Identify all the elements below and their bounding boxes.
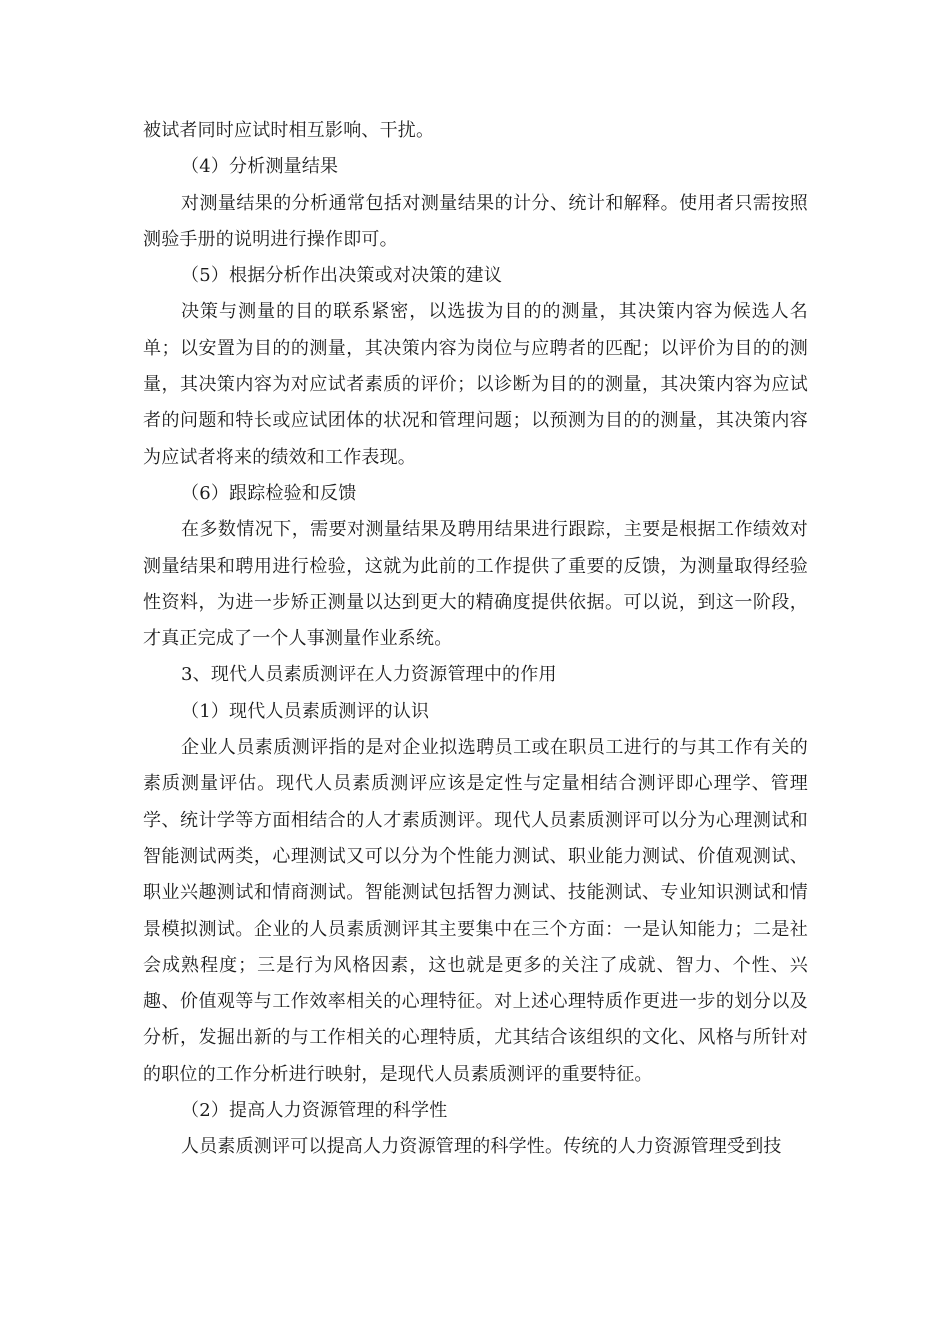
chapter-heading-3: 3、现代人员素质测评在人力资源管理中的作用 (181, 664, 557, 686)
body-paragraph: 企业人员素质测评指的是对企业拟选聘员工或在职员工进行的与其工作有关的素质测量评估。现代人员素质测评应该是定性与定量相结合测评即心理学、管理学、统计学等方面相结合的人才素质测评。现代人员素质测评可以分为心理测试和智能测试两类，心理测试又可以分为个性能力测试、职业能力测试、价值观测试、职业兴趣测试和情商测试。智能测试包括智力测试、技能测试、专业知识测试和情景模拟测试。企业的人员素质测评其主要集中在三个方面：一是认知能力；二是社会成熟程度；三是行为风格因素，这也就是更多的关注了成就、智力、个性、兴趣、价值观等与工作效率相关的心理特征。对上述心理特质作更进一步的划分以及分析，发掘出新的与工作相关的心理特质，尤其结合该组织的文化、风格与所针对的职位的工作分析进行映射，是现代人员素质测评的重要特征。 (143, 737, 808, 1085)
body-paragraph: 人员素质测评可以提高人力资源管理的科学性。传统的人力资源管理受到技 (181, 1136, 782, 1158)
body-paragraph-continued: 被试者同时应试时相互影响、干扰。 (143, 120, 435, 141)
document-page (143, 113, 808, 1166)
section-heading-2: （2）提高人力资源管理的科学性 (181, 1100, 448, 1122)
body-paragraph: 对测量结果的分析通常包括对测量结果的计分、统计和解释。使用者只需按照测验手册的说明进行操作即可。 (143, 192, 808, 250)
section-heading-4: （4）分析测量结果 (181, 156, 339, 178)
section-heading-6: （6）跟踪检验和反馈 (181, 482, 357, 504)
body-paragraph: 在多数情况下，需要对测量结果及聘用结果进行跟踪，主要是根据工作绩效对测量结果和聘用进行检验，这就为此前的工作提供了重要的反馈，为测量取得经验性资料，为进一步矫正测量以达到更大的精确度提供依据。可以说，到这一阶段，才真正完成了一个人事测量作业系统。 (143, 519, 808, 650)
section-heading-5: （5）根据分析作出决策或对决策的建议 (181, 265, 503, 287)
body-paragraph: 决策与测量的目的联系紧密，以选拔为目的的测量，其决策内容为候选人名单；以安置为目的的测量，其决策内容为岗位与应聘者的匹配；以评价为目的的测量，其决策内容为对应试者素质的评价；以诊断为目的的测量，其决策内容为应试者的问题和特长或应试团体的状况和管理问题；以预测为目的的测量，其决策内容为应试者将来的绩效和工作表现。 (143, 301, 808, 468)
section-heading-1: （1）现代人员素质测评的认识 (181, 700, 430, 722)
